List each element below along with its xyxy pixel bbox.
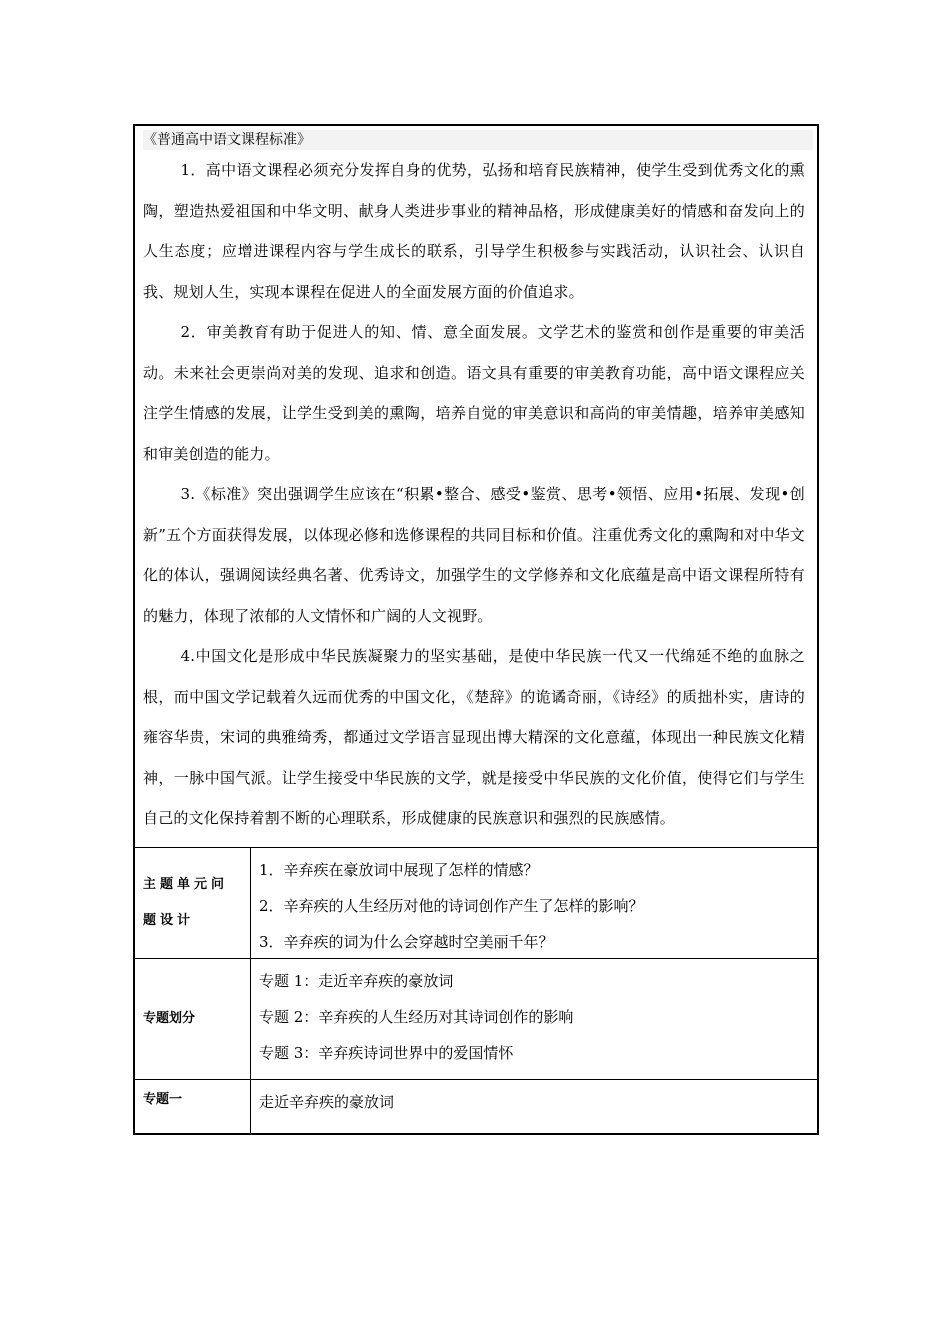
unit-questions-content: [251, 848, 817, 958]
topic-one-row: [135, 1080, 817, 1133]
unit-questions-label: 主题单元问题设计: [135, 848, 251, 958]
question-item-3: 3．辛弃疾的词为什么会穿越时空美丽千年？: [259, 932, 554, 951]
question-item-2: 2．辛弃疾的人生经历对他的诗词创作产生了怎样的影响？: [259, 896, 644, 915]
standard-paragraph-4: 4.中国文化是形成中华民族凝聚力的坚实基础，是使中华民族一代又一代绵延不绝的血脉之根，而中国文学记载着久远而优秀的中国文化，《楚辞》的诡谲奇丽，《诗经》的质拙朴实，唐诗的雍容华贵，宋词的典雅绮秀，都通过文学语言显现出博大精深的文化意蕴，体现出一种民族文化精神，一脉中国气派。让学生接受中华民族的文学，就是接受中华民族的文化价值，使得它们与学生自己的文化保持着割不断的心理联系，形成健康的民族意识和强烈的民族感情。: [143, 647, 805, 827]
unit-questions-row: [135, 848, 817, 959]
standard-title: 《普通高中语文课程标准》: [143, 130, 813, 150]
topic-division-content: [251, 959, 817, 1079]
topic-one-label: 专题一: [135, 1080, 251, 1133]
curriculum-standard-section: [135, 126, 817, 848]
topic-one-content: 走近辛弃疾的豪放词: [259, 1092, 395, 1111]
question-item-1: 1．辛弃疾在豪放词中展现了怎样的情感？: [259, 860, 539, 879]
topic-division-row: [135, 959, 817, 1080]
topic-item-3: 专题 3：辛弃疾诗词世界中的爱国情怀: [259, 1043, 514, 1062]
standard-paragraph-1: 1．高中语文课程必须充分发挥自身的优势，弘扬和培育民族精神，使学生受到优秀文化的熏陶，塑造热爱祖国和中华文明、献身人类进步事业的精神品格，形成健康美好的情感和奋发向上的人生态度；应增进课程内容与学生成长的联系，引导学生积极参与实践活动，认识社会、认识自我、规划人生，实现本课程在促进人的全面发展方面的价值追求。: [143, 161, 805, 301]
topic-division-label: 专题划分: [135, 959, 251, 1079]
standard-paragraph-2: 2．审美教育有助于促进人的知、情、意全面发展。文学艺术的鉴赏和创作是重要的审美活动。未来社会更崇尚对美的发现、追求和创造。语文具有重要的审美教育功能，高中语文课程应关注学生情感的发展，让学生受到美的熏陶，培养自觉的审美意识和高尚的审美情趣，培养审美感知和审美创造的能力。: [143, 323, 805, 463]
topic-item-1: 专题 1：走近辛弃疾的豪放词: [259, 971, 454, 990]
document-table: [133, 124, 819, 1135]
topic-item-2: 专题 2：辛弃疾的人生经历对其诗词创作的影响: [259, 1007, 574, 1026]
standard-paragraph-3: 3.《标准》突出强调学生应该在“积累•整合、感受•鉴赏、思考•领悟、应用•拓展、发现•创新”五个方面获得发展，以体现必修和选修课程的共同目标和价值。注重优秀文化的熏陶和对中华文化的体认，强调阅读经典名著、优秀诗文，加强学生的文学修养和文化底蕴是高中语文课程所特有的魅力，体现了浓郁的人文情怀和广阔的人文视野。: [143, 485, 805, 625]
